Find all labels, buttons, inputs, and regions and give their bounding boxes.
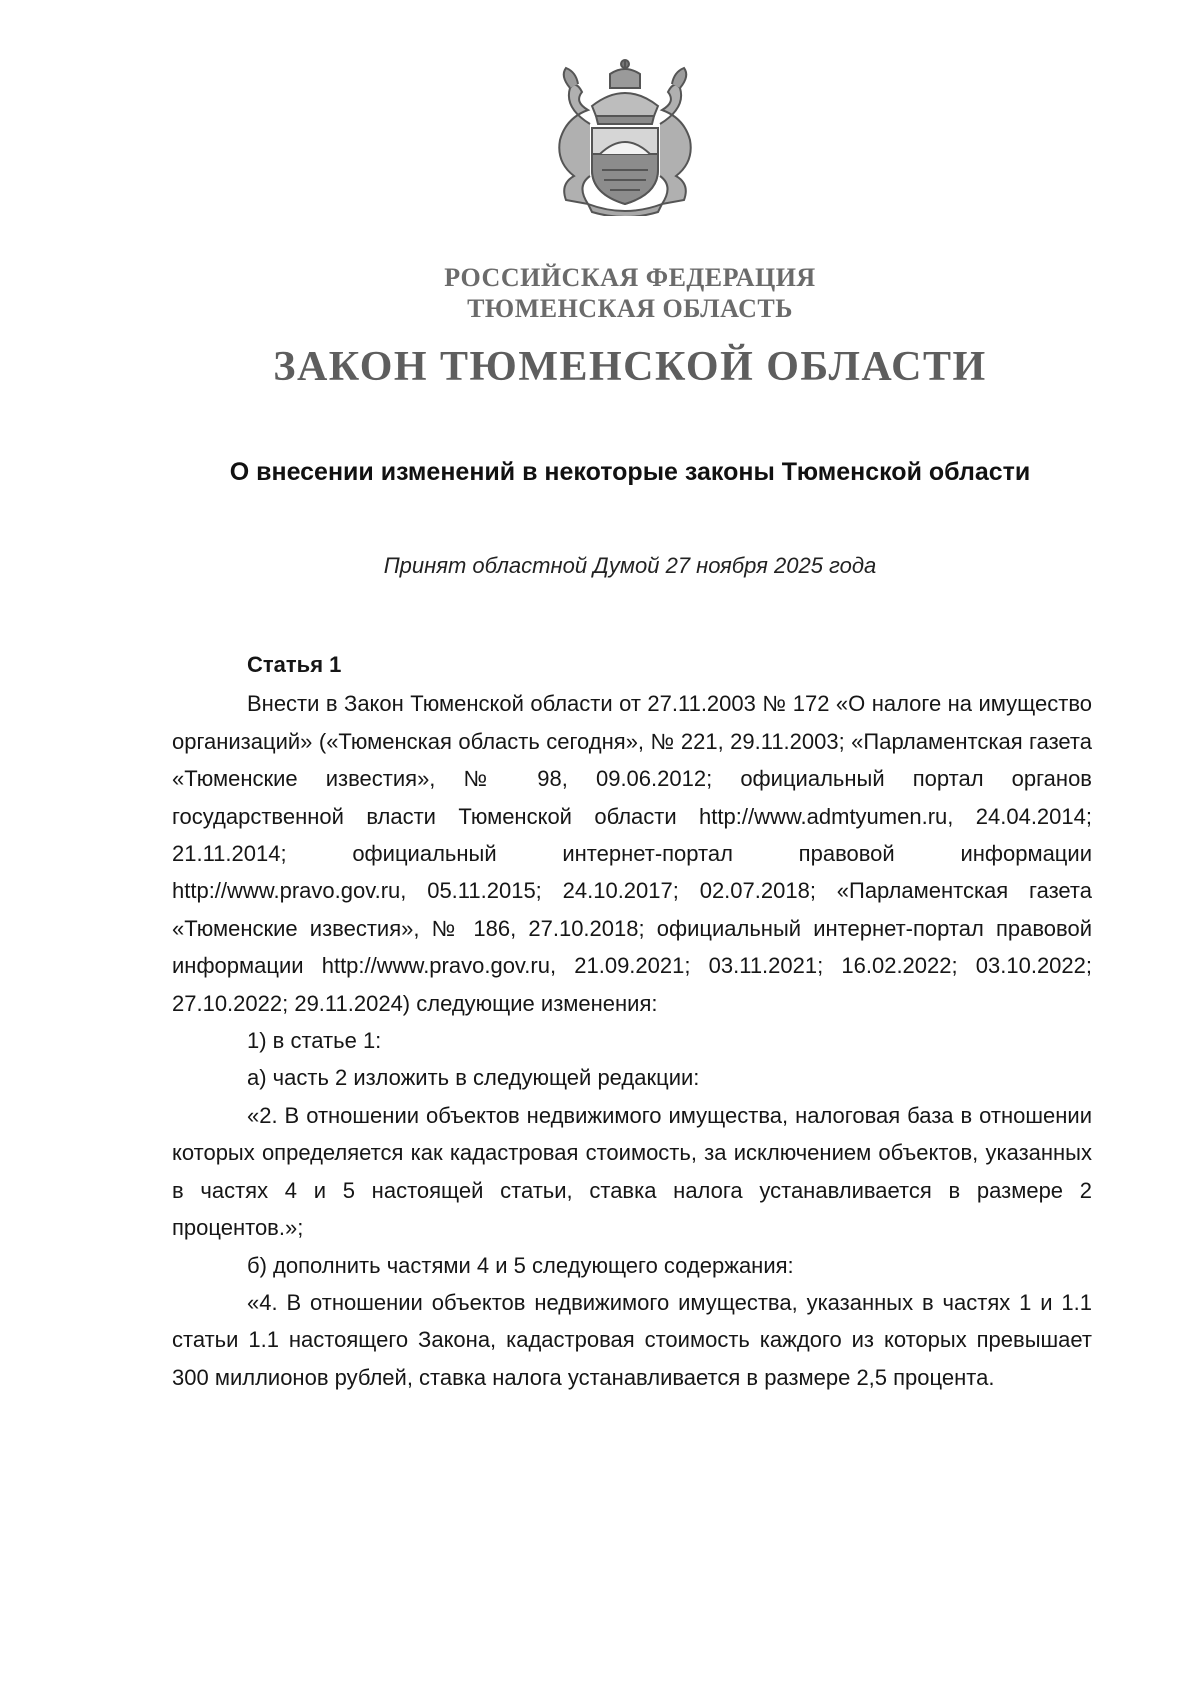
list-item: б) дополнить частями 4 и 5 следующего содержания: [247, 1252, 794, 1278]
header-region: ТЮМЕНСКАЯ ОБЛАСТЬ [467, 294, 793, 323]
adoption-note: Принят областной Думой 27 ноября 2025 года [383, 553, 877, 578]
document-body [172, 646, 1092, 1396]
list-item: а) часть 2 изложить в следующей редакции: [247, 1065, 700, 1091]
header-country: РОССИЙСКАЯ ФЕДЕРАЦИЯ [444, 263, 816, 292]
coat-of-arms-tyumen-icon [530, 58, 720, 216]
document-title: О внесении изменений в некоторые законы Тюменской области [229, 458, 1031, 486]
amendment-part-4: «4. В отношении объектов недвижимого имущества, указанных в частях 1 и 1.1 статьи 1.1 настоящего Закона, кадастровая стоимость каждого из которых превышает 300 миллионов рублей, ставка налога устанавливается в размере 2,5 процента. [172, 1289, 1092, 1390]
amendment-part-2: «2. В отношении объектов недвижимого имущества, налоговая база в отношении которых определяется как кадастровая стоимость, за исключением объектов, указанных в частях 4 и 5 настоящей статьи, ставка налога устанавливается в размере 2 процентов.»; [172, 1102, 1092, 1241]
article-intro-paragraph: Внести в Закон Тюменской области от 27.11.2003 № 172 «О налоге на имущество организаций» («Тюменская область сегодня», № 221, 29.11.2003; «Парламентская газета «Тюменские известия», № 98, 09.06.2012; официальный портал органов государственной власти Тюменской области http://www.admtyumen.ru, 24.04.2014; 21.11.2014; официальный интернет-портал правовой информации http://www.pravo.gov.ru, 05.11.2015; 24.10.2017; 02.07.2018; «Парламентская газета «Тюменские известия», № 186, 27.10.2018; официальный интернет-портал правовой информации http://www.pravo.gov.ru, 21.09.2021; 03.11.2021; 16.02.2022; 03.10.2022; 27.10.2022; 29.11.2024) следующие изменения: [172, 691, 1092, 1016]
article-heading: Статья 1 [247, 652, 342, 677]
list-item: 1) в статье 1: [247, 1028, 382, 1054]
header-doc-type: ЗАКОН ТЮМЕНСКОЙ ОБЛАСТИ [273, 344, 987, 390]
